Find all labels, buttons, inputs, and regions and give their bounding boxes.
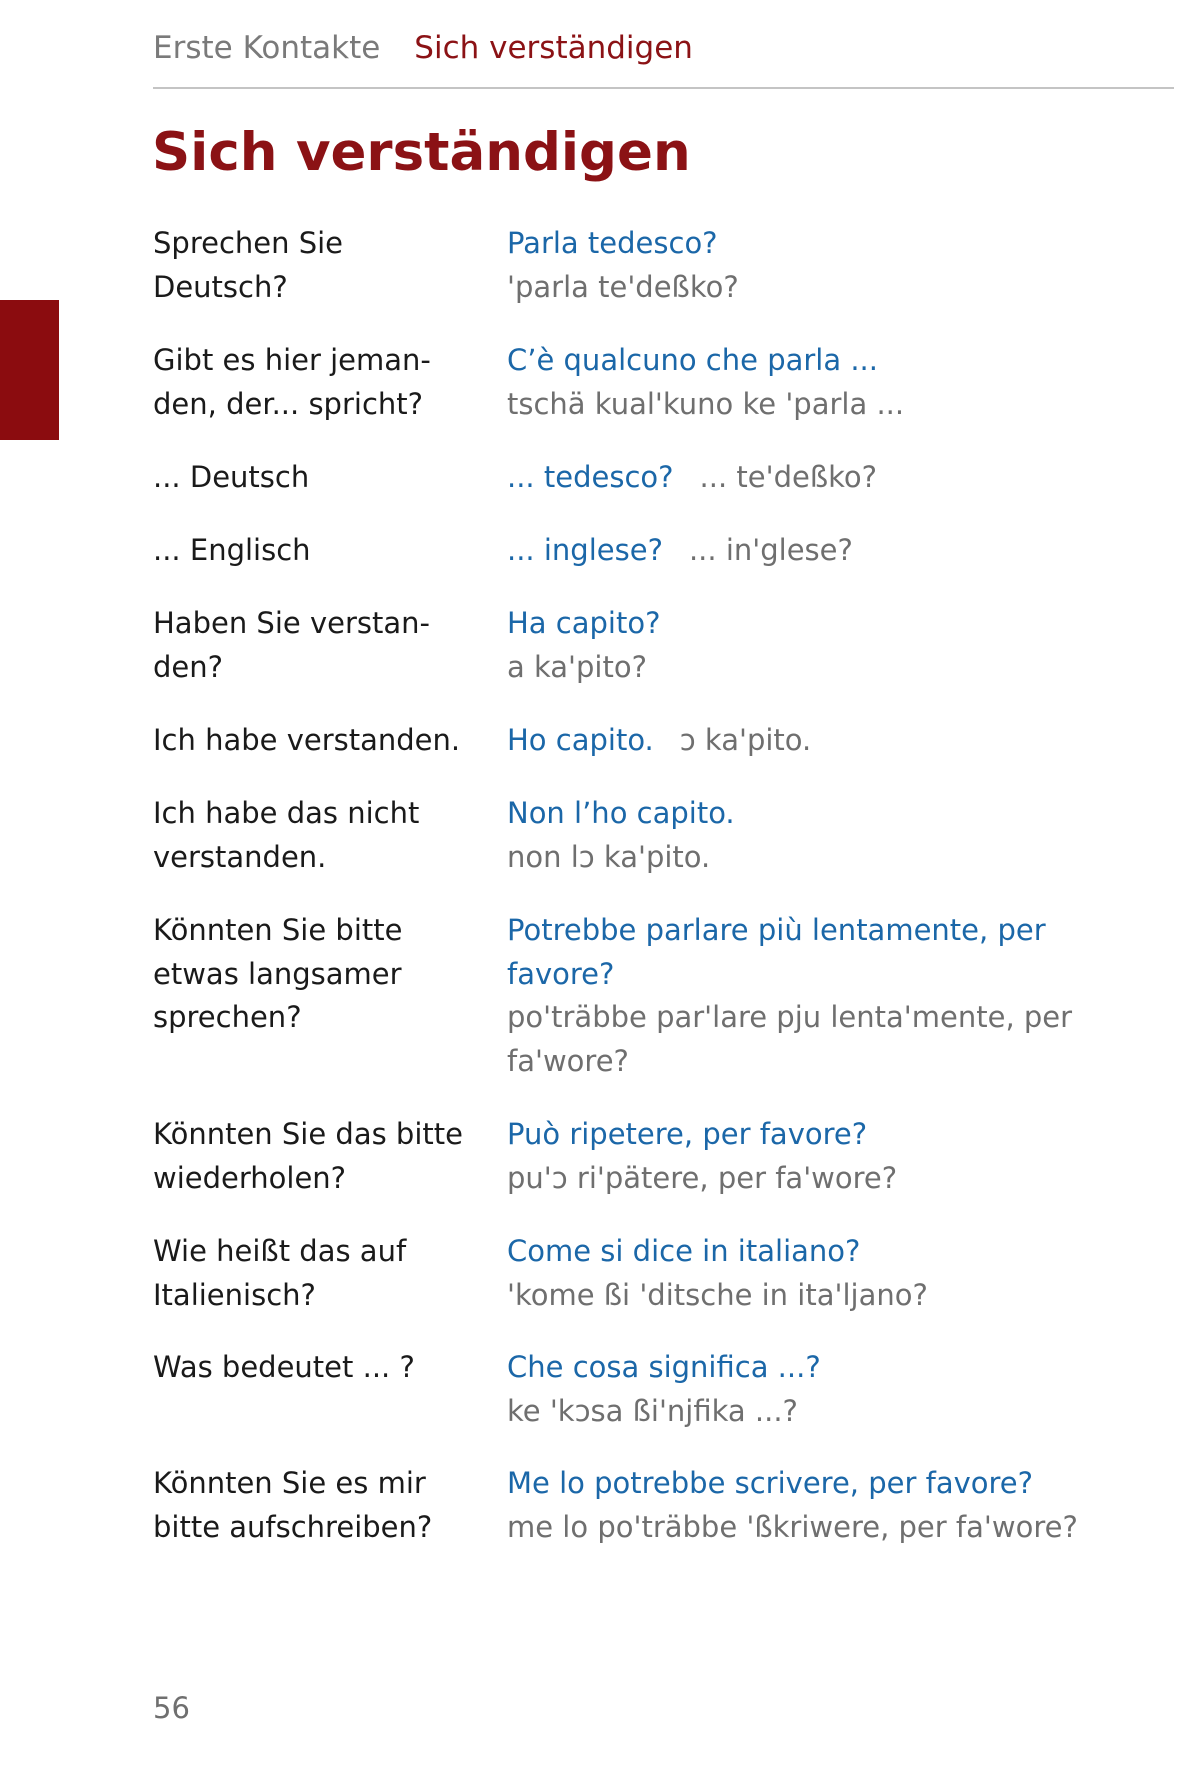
german-phrase (153, 339, 483, 426)
italian-translation (507, 719, 1127, 763)
german-line: Wie heißt das auf (153, 1234, 407, 1268)
italian-translation (507, 222, 1127, 309)
pronunciation: 'parla te'deßko? (507, 269, 739, 304)
german-phrase (153, 602, 483, 689)
german-line: verstanden. (153, 839, 327, 874)
running-header (153, 28, 693, 68)
italian-phrase: ... tedesco? (507, 460, 674, 494)
italian-translation (507, 339, 1127, 426)
german-phrase: Was bedeutet ... ? (153, 1350, 415, 1384)
header-section: Erste Kontakte (153, 30, 381, 66)
german-line: Könnten Sie es mir (153, 1466, 426, 1500)
italian-translation (507, 529, 1127, 573)
italian-phrase: Parla tedesco? (507, 226, 718, 260)
german-line: sprechen? (153, 1000, 302, 1034)
german-phrase (153, 1462, 483, 1549)
italian-translation (507, 1346, 1127, 1433)
italian-phrase: Ho capito. (507, 723, 654, 757)
italian-translation (507, 602, 1127, 689)
italian-phrase: Come si dice in italiano? (507, 1234, 861, 1268)
german-line: Könnten Sie bitte (153, 913, 403, 947)
german-line: Gibt es hier jeman- (153, 343, 431, 377)
italian-translation (507, 792, 1127, 879)
german-line: Italienisch? (153, 1277, 316, 1312)
italian-phrase: Può ripetere, per favore? (507, 1117, 868, 1151)
italian-translation (507, 1230, 1127, 1317)
german-line: Ich habe das nicht (153, 796, 420, 830)
german-phrase (153, 222, 483, 309)
italian-phrase: C’è qualcuno che parla ... (507, 343, 878, 377)
italian-phrase: Che cosa significa ...? (507, 1350, 821, 1384)
pronunciation: ke 'kɔsa ßi'njfika ...? (507, 1393, 798, 1428)
page-number: 56 (153, 1691, 190, 1725)
german-line: etwas langsamer (153, 956, 402, 991)
german-phrase (153, 909, 483, 1040)
header-current-topic: Sich verständigen (414, 30, 693, 66)
italian-phrase: Potrebbe parlare più lentamente, per favore? (507, 913, 1046, 991)
pronunciation: non lɔ ka'pito. (507, 839, 711, 874)
page-title: Sich verständigen (152, 122, 691, 183)
italian-phrase: Me lo potrebbe scrivere, per favore? (507, 1466, 1034, 1500)
pronunciation: po'träbbe par'lare pju lenta'mente, per fa'wore? (507, 1000, 1073, 1078)
german-line: den, der... spricht? (153, 386, 424, 421)
italian-translation (507, 456, 1127, 500)
german-line: Könnten Sie das bitte (153, 1117, 463, 1151)
german-phrase: ... Englisch (153, 533, 311, 567)
italian-phrase: Ha capito? (507, 606, 661, 640)
german-line: bitte aufschreiben? (153, 1509, 433, 1544)
german-phrase (153, 1230, 483, 1317)
german-line: den? (153, 649, 224, 684)
header-divider (153, 87, 1174, 89)
pronunciation: me lo po'träbbe 'ßkriwere, per fa'wore? (507, 1509, 1078, 1544)
italian-phrase: ... inglese? (507, 533, 663, 567)
italian-translation (507, 909, 1127, 1083)
pronunciation: tschä kual'kuno ke 'parla ... (507, 386, 905, 421)
german-line: Deutsch? (153, 269, 288, 304)
german-line: Sprechen Sie (153, 226, 344, 260)
german-phrase (153, 1113, 483, 1200)
pronunciation: ... in'glese? (688, 533, 853, 567)
pronunciation: 'kome ßi 'ditsche in ita'ljano? (507, 1277, 928, 1312)
german-phrase (153, 792, 483, 879)
pronunciation: ... te'deßko? (699, 460, 878, 494)
pronunciation: ɔ ka'pito. (679, 723, 812, 757)
pronunciation: pu'ɔ ri'pätere, per fa'wore? (507, 1160, 898, 1195)
italian-translation (507, 1462, 1127, 1549)
german-line: wiederholen? (153, 1160, 347, 1195)
italian-translation (507, 1113, 1127, 1200)
italian-phrase: Non l’ho capito. (507, 796, 735, 830)
pronunciation: a ka'pito? (507, 649, 647, 684)
chapter-tab-marker (0, 300, 59, 440)
german-phrase: Ich habe verstanden. (153, 723, 461, 757)
german-phrase: ... Deutsch (153, 460, 310, 494)
german-line: Haben Sie verstan- (153, 606, 430, 640)
